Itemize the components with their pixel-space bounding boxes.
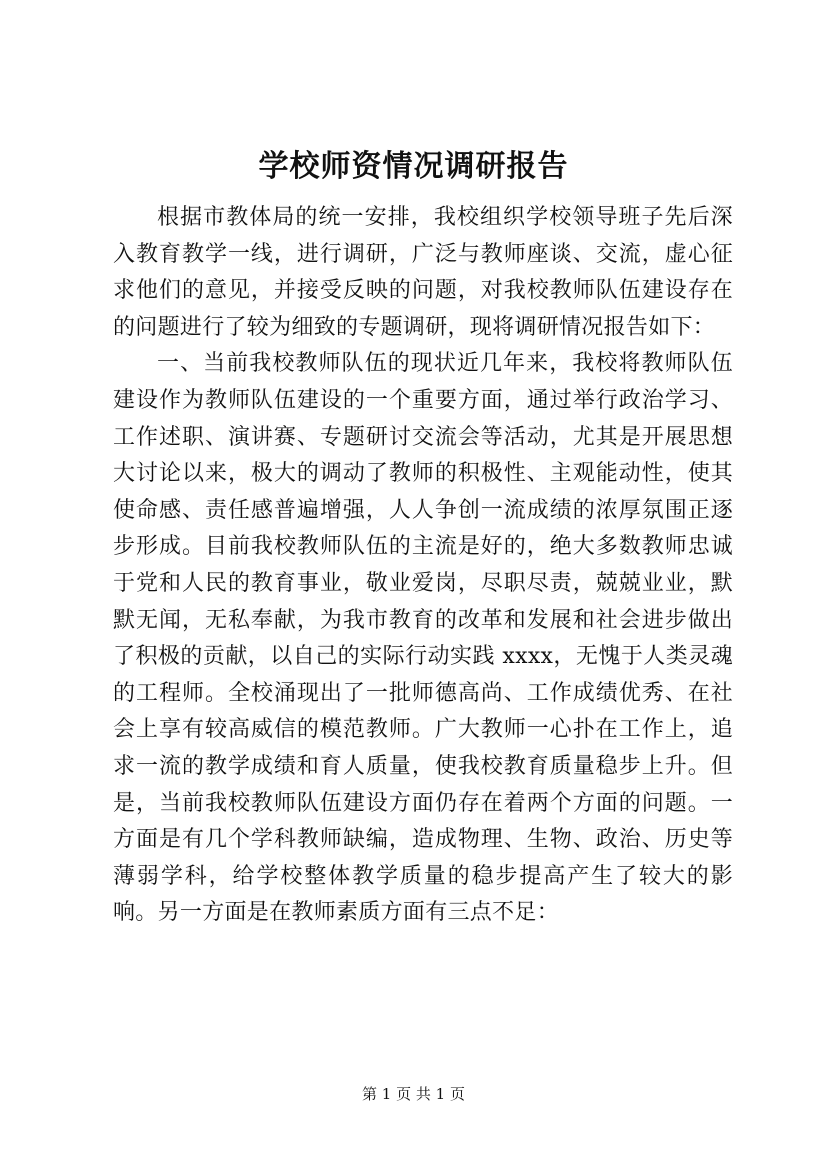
document-title: 学校师资情况调研报告	[258, 149, 569, 184]
page-footer: 第 1 页 共 1 页	[362, 1085, 465, 1103]
paragraph-intro: 根据市教体局的统一安排，我校组织学校领导班子先后深入教育教学一线，进行调研，广泛与教师座谈、交流，虚心征求他们的意见，并接受反映的问题，对我校教师队伍建设存在的问题进行了较为细致的专题调研，现将调研情况报告如下：	[113, 205, 733, 340]
paragraph-section-one: 一、当前我校教师队伍的现状近几年来，我校将教师队伍建设作为教师队伍建设的一个重要方面，通过举行政治学习、工作述职、演讲赛、专题研讨交流会等活动，尤其是开展思想大讨论以来，极大的调动了教师的积极性、主观能动性，使其使命感、责任感普遍增强，人人争创一流成绩的浓厚氛围正逐步形成。目前我校教师队伍的主流是好的，绝大多数教师忠诚于党和人民的教育事业，敬业爱岗，尽职尽责，兢兢业业，默默无闻，无私奉献，为我市教育的改革和发展和社会进步做出了积极的贡献，以自己的实际行动实践 xxxx，无愧于人类灵魂的工程师。全校涌现出了一批师德高尚、工作成绩优秀、在社会上享有较高威信的模范教师。广大教师一心扑在工作上，追求一流的教学成绩和育人质量，使我校教育质量稳步上升。但是，当前我校教师队伍建设方面仍存在着两个方面的问题。一方面是有几个学科教师缺编，造成物理、生物、政治、历史等薄弱学科，给学校整体教学质量的稳步提高产生了较大的影响。另一方面是在教师素质方面有三点不足：	[113, 351, 733, 926]
document-body	[113, 200, 733, 932]
